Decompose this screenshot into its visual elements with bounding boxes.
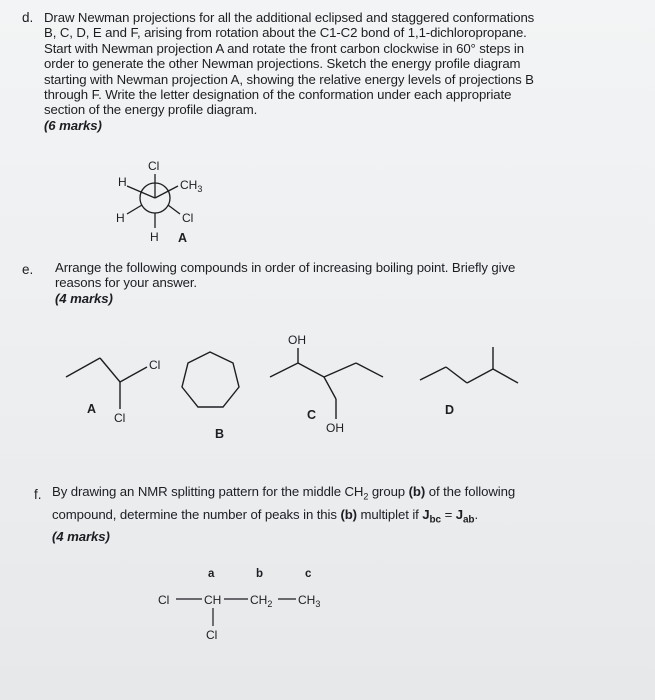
structure-f	[150, 560, 370, 650]
compound-b	[182, 352, 239, 441]
compound-d-bond-5	[493, 369, 518, 383]
question-d-line-5: starting with Newman projection A, showing the relative energy levels of projections B	[44, 71, 534, 87]
question-d-label: d.	[22, 10, 34, 25]
question-e-label: e.	[22, 262, 34, 277]
compound-d-bond-1	[420, 367, 446, 380]
newman-projection-a	[100, 152, 230, 252]
compound-a-bond-1	[66, 358, 100, 377]
question-d-line-3: Start with Newman projection A and rotate the front carbon clockwise in 60° steps in	[44, 40, 524, 56]
newman-back-bond-left	[127, 205, 142, 214]
compound-d-bond-3	[467, 369, 493, 383]
question-e-line-1: Arrange the following compounds in order of increasing boiling point. Briefly give	[55, 260, 516, 275]
question-d-line-7: section of the energy profile diagram.	[44, 102, 258, 118]
compound-c-oh-bottom: OH	[326, 421, 344, 435]
question-f-label: f.	[34, 487, 42, 502]
compound-c-bond-3	[324, 377, 336, 399]
newman-front-right-substituent: $CH_3$	[180, 178, 203, 194]
compound-c-bond-2	[298, 363, 324, 377]
structure-ch3: $CH_3$	[298, 593, 321, 609]
compound-b-ring	[182, 352, 239, 407]
question-d-text	[44, 10, 644, 133]
compound-d-label: D	[445, 403, 455, 417]
compound-c	[270, 333, 383, 435]
compound-c-bond-1	[270, 363, 298, 377]
newman-front-bond-left	[127, 186, 155, 198]
newman-back-bond-right	[168, 205, 180, 214]
compounds-figure	[0, 325, 655, 450]
compound-a-cl-top: Cl	[149, 358, 161, 372]
compound-c-bond-5	[356, 363, 383, 377]
compound-c-label: C	[307, 408, 317, 422]
question-f-text	[52, 483, 647, 545]
compound-d-bond-2	[446, 367, 467, 383]
structure-ch2: $CH_2$	[250, 593, 273, 609]
question-d-marks: (6 marks)	[44, 117, 102, 133]
compound-a	[66, 358, 160, 425]
question-e-marks: (4 marks)	[55, 290, 113, 306]
coupling-constant-jbc: $J_{bc}$	[422, 506, 441, 526]
compound-a-cl-bottom: Cl	[114, 411, 126, 425]
question-f-line-2: compound, determine the number of peaks in this (b) multiplet if $J_{bc} = J_{ab}$.	[52, 506, 479, 526]
coupling-constant-jab: $J_{ab}$	[455, 506, 475, 526]
structure-label-c: c	[305, 568, 312, 580]
compound-a-bond-3	[120, 367, 147, 382]
question-f-marks: (4 marks)	[52, 529, 110, 545]
question-f-line-1: By drawing an NMR splitting pattern for the middle $CH_2$ group (b) of the following	[52, 484, 516, 502]
structure-ch: CH	[204, 593, 222, 607]
question-d-line-1: Draw Newman projections for all the additional eclipsed and staggered conformations	[44, 10, 535, 25]
question-d-line-4: order to generate the other Newman projections. Sketch the energy profile diagram	[44, 56, 521, 72]
compound-a-label: A	[87, 402, 97, 416]
question-e-text	[55, 260, 645, 306]
newman-back-bottom-substituent: H	[150, 230, 159, 244]
newman-front-left-substituent: H	[118, 175, 127, 189]
newman-back-right-substituent: Cl	[182, 211, 194, 225]
structure-cl-left: Cl	[158, 593, 170, 607]
newman-back-left-substituent: H	[116, 211, 125, 225]
compound-c-oh-top: OH	[288, 333, 306, 347]
question-e-line-2: reasons for your answer.	[55, 275, 197, 291]
compound-a-bond-2	[100, 358, 120, 382]
compound-d	[420, 347, 518, 417]
compound-c-bond-4	[324, 363, 356, 377]
newman-front-top-substituent: Cl	[148, 159, 160, 173]
structure-label-a: a	[208, 568, 215, 580]
question-d-line-2: B, C, D, E and F, arising from rotation about the C1-C2 bond of 1,1-dichloropropane.	[44, 25, 527, 41]
newman-projection-label: A	[178, 231, 188, 245]
question-d-line-6: through F. Write the letter designation of the conformation under each appropriate	[44, 87, 512, 103]
structure-label-b: b	[256, 568, 264, 580]
compound-b-label: B	[215, 427, 225, 441]
structure-cl-bottom: Cl	[206, 628, 218, 642]
